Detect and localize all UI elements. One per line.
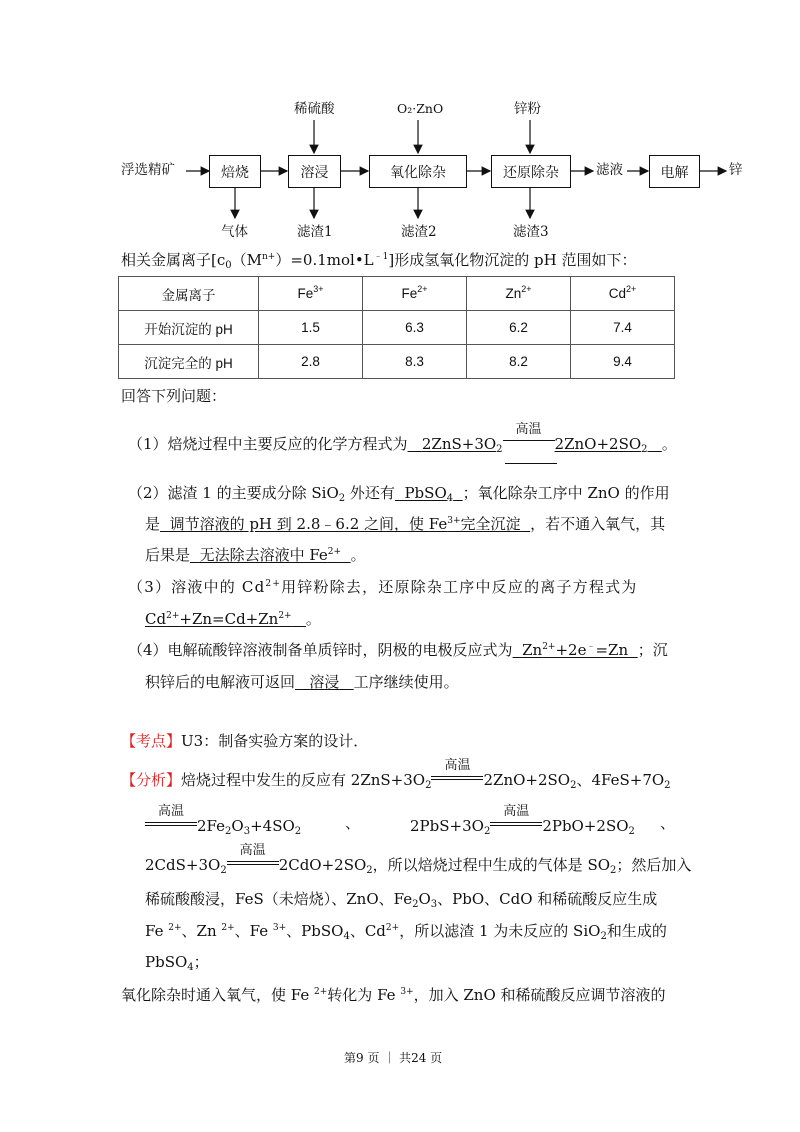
q1-underline-extra: [505, 463, 557, 464]
table-header-row: [119, 277, 675, 311]
flow-box-electrolysis: 电解: [649, 155, 700, 188]
flow-input-acid: 稀硫酸: [294, 101, 335, 117]
flow-output-residue1: 滤渣1: [297, 224, 333, 240]
flow-diagram: [0, 0, 800, 250]
page-footer: 第9 页 ｜ 共24 页: [344, 1051, 443, 1065]
answer-2-2: 调节溶液的 pH 到 2.8﹣6.2 之间，使 $Fe^{3+}$完全沉淀: [169, 515, 521, 533]
table-cell: 6.3: [363, 311, 467, 345]
question-2-line3: 后果是 无法除去溶液中 $Fe^{2+}$ 。: [145, 546, 366, 564]
table-cell: 8.2: [467, 345, 571, 379]
table-cell: 6.2: [467, 311, 571, 345]
question-4-line2: 积锌后的电解液可返回 溶浸 工序继续使用。: [145, 673, 459, 691]
fenxi-line4: 稀硫酸酸浸，FeS（未焙烧）、ZnO、$Fe_2O_3$、PbO、CdO 和稀硫酸反应生成: [145, 890, 658, 910]
flow-box-oxidation: 氧化除杂: [369, 155, 467, 188]
table-header: $Fe^{3+}$: [259, 277, 363, 311]
table-header: $Cd^{2+}$: [571, 277, 675, 311]
flow-output-residue2: 滤渣2: [401, 224, 437, 240]
questions-title: 回答下列问题：: [121, 387, 227, 405]
answer-2-3: 无法除去溶液中 $Fe^{2+}$: [199, 546, 342, 564]
question-3-line1: （3）溶液中的 $Cd^{2+}$用锌粉除去，还原除杂工序中反应的离子方程式为: [128, 578, 638, 596]
question-2-line1: （2）滤渣 1 的主要成分除 SiO$_2$ 外还有 PbSO$_4$ ；氧化除杂工序中 ZnO 的作用: [128, 484, 670, 504]
flow-input-oxidant: O₂·ZnO: [397, 101, 444, 116]
row-label: 开始沉淀的 pH: [119, 311, 259, 345]
row-label: 沉淀完全的 pH: [119, 345, 259, 379]
flow-start-label: 浮选精矿: [121, 162, 175, 178]
fenxi-line6: PbSO$_4$；: [145, 953, 209, 973]
table-header: 金属离子: [119, 277, 259, 311]
table-cell: 7.4: [571, 311, 675, 345]
flow-box-leach: 溶浸: [288, 155, 341, 188]
answer-4-1: $Zn^{2+}+2e^﹣=Zn$: [522, 641, 629, 659]
flow-box-roast: 焙烧: [209, 155, 261, 188]
flow-output-residue3: 滤渣3: [513, 224, 549, 240]
flow-box-reduction: 还原除杂: [491, 155, 571, 188]
question-2-line2: 是 调节溶液的 pH 到 2.8﹣6.2 之间，使 $Fe^{3+}$完全沉淀 ，若不通入氧气，其: [145, 515, 666, 533]
question-4-line1: （4）电解硫酸锌溶液制备单质锌时，阴极的电极反应式为 $Zn^{2+}+2e^﹣=Zn$ ；沉: [128, 641, 668, 659]
answer-2-1: PbSO$_4$: [404, 484, 454, 504]
fenxi-tag: 【分析】: [121, 771, 182, 789]
table-cell: 9.4: [571, 345, 675, 379]
fenxi-line2: 高温 $2Fe_2O_3+4SO_2$ 、 $2PbS+3O_2$ 高温 $2PbO+2SO_2$ 、: [145, 816, 665, 834]
ph-table: [118, 276, 675, 379]
table-cell: 1.5: [259, 311, 363, 345]
table-header: $Fe^{2+}$: [363, 277, 467, 311]
condition-high-temp: 高温: [503, 434, 555, 449]
flow-output-gas: 气体: [221, 224, 248, 240]
table-cell: 2.8: [259, 345, 363, 379]
flow-input-zinc: 锌粉: [514, 101, 541, 117]
fenxi-line5: Fe $^{2+}$、Zn $^{2+}$、Fe $^{3+}$、PbSO$_4$、$Cd^{2+}$，所以滤渣 1 为未反应的 SiO$_2$和生成的: [145, 922, 667, 942]
table-row: [119, 311, 675, 345]
fenxi-line3: $2CdS+3O_2$ 高温 $2CdO+2SO_2$，所以焙烧过程中生成的气体是 $SO_2$；然后加入: [145, 843, 692, 876]
table-header: $Zn^{2+}$: [467, 277, 571, 311]
question-1: （1）焙烧过程中主要反应的化学方程式为 $2ZnS+3O_2$ 高温 $2ZnO+2SO_2$ 。: [128, 422, 677, 455]
kaodian: 【考点】U3：制备实验方案的设计．: [121, 732, 369, 750]
table-cell: 8.3: [363, 345, 467, 379]
flow-filtrate-label: 滤液: [596, 162, 623, 178]
answer-3: $Cd^{2+}+Zn=Cd+Zn^{2+}$: [145, 610, 292, 628]
answer-4-2: 溶浸: [309, 673, 340, 691]
flow-end-label: 锌: [729, 162, 743, 178]
answer-1: $2ZnS+3O_2$ 高温 $2ZnO+2SO_2$: [421, 422, 648, 455]
question-3-line2: $Cd^{2+}+Zn=Cd+Zn^{2+}$ 。: [145, 610, 321, 628]
kaodian-tag: 【考点】: [121, 732, 182, 750]
table-row: [119, 345, 675, 379]
fenxi-line1: 【分析】焙烧过程中发生的反应有 $2ZnS+3O_2$ 高温 $2ZnO+2SO_2$、$4FeS+7O_2$: [121, 758, 671, 791]
table-intro: 相关金属离子$[c_0(M^{n+})=0.1mol•L^{﹣1}]$形成氢氧化物沉淀的 pH 范围如下：: [121, 251, 637, 271]
fenxi-line7: 氧化除杂时通入氧气，使 Fe $^{2+}$转化为 Fe $^{3+}$，加入 ZnO 和稀硫酸反应调节溶液的: [121, 986, 666, 1004]
